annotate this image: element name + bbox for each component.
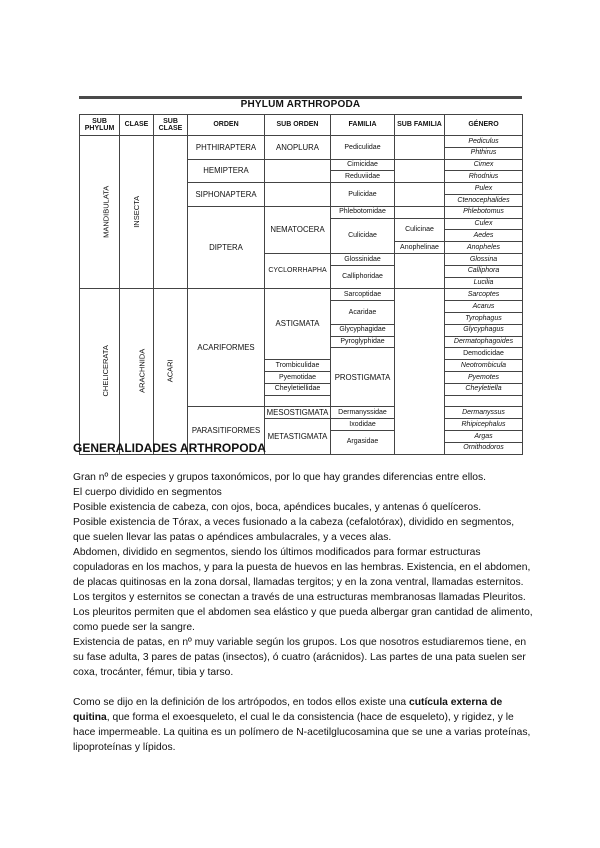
cell-subfamilia-empty [395,206,445,218]
cell-demodicidae: Demodicidae [445,348,523,360]
cell-trombiculidae: Trombiculidae [265,360,331,372]
cell-sarcoptidae: Sarcoptidae [331,289,395,301]
cell-calliphoridae: Calliphoridae [331,265,395,289]
cell-nematocera: NEMATOCERA [265,206,331,253]
header-subphylum: SUB PHYLUM [80,115,120,136]
header-orden: ORDEN [188,115,265,136]
cell-hemiptera: HEMIPTERA [188,159,265,183]
cell-ctenocephalides: Ctenocephalides [445,194,523,206]
cell-tyrophagus: Tyrophagus [445,312,523,324]
cell-ixodidae: Ixodidae [331,419,395,431]
cell-pyemotes: Pyemotes [445,371,523,383]
cell-dermanyssus: Dermanyssus [445,407,523,419]
cell-pediculidae: Pediculidae [331,136,395,160]
paragraph: Posible existencia de cabeza, con ojos, boca, apéndices bucales, y antenas ó quelíceros. [73,502,482,513]
table-title: PHYLUM ARTHROPODA [240,99,361,110]
text-run: , que forma el exoesqueleto, el cual le da consistencia (hace de esqueleto), y rigidez, y le hace impermeable. La quitina es un polímero de N-acetilglucosamina que se une a varias proteínas, lipoproteínas y lípidos. [73,712,531,753]
cell-glossinidae: Glossinidae [331,253,395,265]
cell-mesostigmata: MESOSTIGMATA [265,407,331,419]
cell-phlebotomidae: Phlebotomidae [331,206,395,218]
cell-subfamilia-empty [395,136,445,160]
cell-acaridae: Acaridae [331,301,395,325]
cell-phlebotomus: Phlebotomus [445,206,523,218]
header-clase: CLASE [120,115,154,136]
cell-neotrombicula: Neotrombicula [445,360,523,372]
cell-siphonaptera: SIPHONAPTERA [188,183,265,207]
cell-suborden-empty [265,159,331,183]
cell-subfamilia-empty [395,289,445,454]
header-suborden: SUB ORDEN [265,115,331,136]
cell-dermanyssidae: Dermanyssidae [331,407,395,419]
cell-cimicidae: Cimicidae [331,159,395,171]
section-heading: GENERALIDADES ARTHROPODA [73,441,266,455]
cell-rhodnius: Rhodnius [445,171,523,183]
paragraph: El cuerpo dividido en segmentos [73,487,222,498]
cell-aedes: Aedes [445,230,523,242]
cell-cyclorrhapha: CYCLORRHAPHA [265,253,331,288]
cell-anoplura: ANOPLURA [265,136,331,160]
cell-lucilia: Lucilia [445,277,523,289]
cell-genero-empty [445,395,523,407]
cell-pulicidae: Pulicidae [331,183,395,207]
cell-glycyphagus: Glycyphagus [445,324,523,336]
header-subfamilia: SUB FAMILIA [395,115,445,136]
cell-acarus: Acarus [445,301,523,313]
cell-astigmata: ASTIGMATA [265,289,331,360]
cell-subfamilia-empty [395,253,445,288]
table-header-row [80,115,523,136]
cell-subfamilia-empty [395,183,445,207]
text-run: Como se dijo en la definición de los artrópodos, en todos ellos existe una [73,697,409,708]
cell-diptera: DIPTERA [188,206,265,289]
cell-ornithodoros: Ornithodoros [445,442,523,454]
cell-cimex: Cimex [445,159,523,171]
cell-culex: Culex [445,218,523,230]
cell-acariformes: ACARIFORMES [188,289,265,407]
cell-glossina: Glossina [445,253,523,265]
cell-metastigmata: METASTIGMATA [265,419,331,454]
cell-arachnida: ARACHNIDA [120,289,154,454]
header-subclase: SUB CLASE [154,115,188,136]
cell-subclase-empty [154,136,188,289]
cell-pediculus: Pediculus [445,136,523,148]
cell-calliphora: Calliphora [445,265,523,277]
cell-phthiraptera: PHTHIRAPTERA [188,136,265,160]
cell-pyroglyphidae: Pyroglyphidae [331,336,395,348]
cell-argasidae: Argasidae [331,430,395,454]
cell-culicidae: Culicidae [331,218,395,253]
cell-reduviidae: Reduviidae [331,171,395,183]
cell-pyemotidae: Pyemotidae [265,371,331,383]
cell-rhipicephalus: Rhipicephalus [445,419,523,431]
cell-acari: ACARI [154,289,188,454]
cell-dermatophagoides: Dermatophagoides [445,336,523,348]
cell-suborden-empty [265,183,331,207]
cell-familia-empty [265,395,331,407]
paragraph: Abdomen, dividido en segmentos, siendo los últimos modificados para formar estructuras copuladoras en los machos, y para la puesta de huevos en las hembras. Existencia, en el abdomen, de placas quitinosas en la zona dorsal, llamadas tergitos; y en la zona ventral, llamadas esternitos. Los tergitos y esternitos se conectan a través de una estructuras membranosas llamadas Pleuritos. Los pleuritos permiten que el abdomen sea elástico y que pueda albergar gran cantidad de alimento, como puede ser la sangre. [73,547,533,633]
cell-anopheles: Anopheles [445,242,523,254]
paragraph: Gran nº de especies y grupos taxonómicos, por lo que hay grandes diferencias entre ellos. [73,472,487,483]
paragraph: Existencia de patas, en nº muy variable según los grupos. Los que nosotros estudiaremos tiene, en su fase adulta, 3 pares de patas (insectos), ó cuatro (arácnidos). Las partes de una pata suelen ser coxa, trocánter, fémur, tibia y tarso. [73,637,527,678]
bold-term: cutícula externa de quitina [73,697,503,723]
cell-anophelinae: Anophelinae [395,242,445,254]
cell-cheyletiellidae: Cheyletiellidae [265,383,331,395]
header-familia: FAMILIA [331,115,395,136]
cell-subfamilia-empty [395,159,445,183]
paragraph [73,695,533,755]
cell-phthirus: Phthirus [445,147,523,159]
header-genero: GÉNERO [445,115,523,136]
cell-cheyletiella: Cheyletiella [445,383,523,395]
body-text [73,470,533,755]
table-row [80,289,523,301]
paragraph: Posible existencia de Tórax, a veces fusionado a la cabeza (cefalotórax), dividido en segmentos, que suelen llevar las patas o apéndices ambulacrales, y a veces alas. [73,517,515,543]
cell-pulex: Pulex [445,183,523,195]
taxonomy-table [79,114,523,455]
table-row [80,136,523,148]
cell-culicinae: Culicinae [395,218,445,242]
cell-prostigmata: PROSTIGMATA [331,348,395,407]
cell-sarcoptes: Sarcoptes [445,289,523,301]
cell-insecta: INSECTA [120,136,154,289]
cell-glycyphagidae: Glycyphagidae [331,324,395,336]
cell-chelicerata: CHELICERATA [80,289,120,454]
cell-argas: Argas [445,430,523,442]
cell-parasitiformes: PARASITIFORMES [188,407,265,454]
cell-mandibulata: MANDIBULATA [80,136,120,289]
